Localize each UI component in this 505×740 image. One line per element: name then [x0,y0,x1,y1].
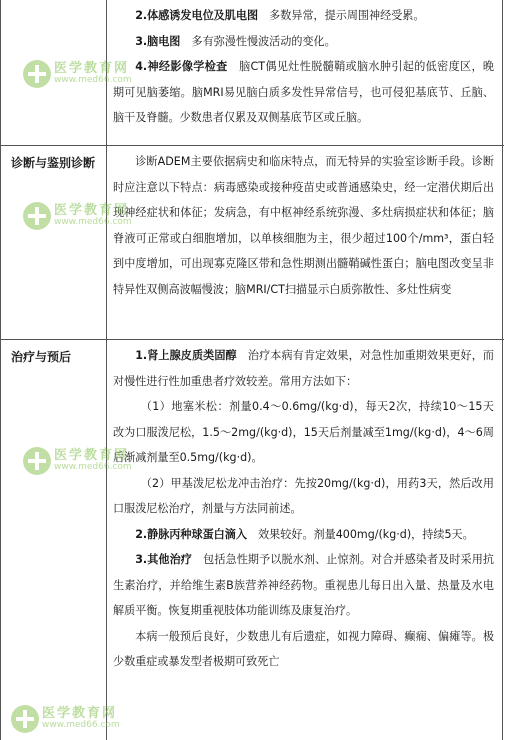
paragraph-text: 本病一般预后良好，少数患儿有后遗症，如视力障碍、癫痫、偏瘫等。极少数重症或暴发型者极期可致死亡 [113,629,494,668]
row-label: 诊断与鉴别诊断 [1,146,107,339]
paragraph-text: 诊断ADEM主要依据病史和临床特点，而无特异的实验室诊断手段。诊断时应注意以下特点：病毒感染或接种疫苗史或普通感染史，经一定潜伏期后出现神经症状和体征；发病急，有中枢神经系统弥漫、多灶病损症状和体征；脑脊液可正常或白细胞增加，以单核细胞为主，很少超过100个/mm³，蛋白轻到中度增加，可出现寡克隆区带和急性期测出髓鞘碱性蛋白；脑电图改变呈非特异性双侧高波幅慢波；脑MRI/CT扫描显示白质弥散性、多灶性病变 [113,155,494,296]
watermark-url: www.med66.com [42,720,120,731]
paragraph [113,547,494,624]
paragraph-heading: 2.静脉丙种球蛋白滴入 [135,527,247,541]
watermark-url: www.med66.com [54,217,132,228]
table-row-examinations [1,0,504,146]
paragraph-text: 包括急性期予以脱水剂、止惊剂。对合并感染者及时采用抗生素治疗，并给维生素B族营养神经药物。重视患儿每日出入量、热量及水电解质平衡。恢复期重视肢体功能训练及康复治疗。 [113,553,494,617]
paragraph [113,3,494,29]
paragraph [113,394,494,471]
paragraph-text: 效果较好。剂量400mg/(kg·d)，持续5天。 [246,527,474,541]
paragraph [113,343,494,394]
paragraph-heading: 1.肾上腺皮质类固醇 [135,349,237,362]
row-content [108,146,504,339]
paragraph-heading: 3.脑电图 [135,34,181,48]
paragraph-text: 脑CT偶见灶性脱髓鞘或脑水肿引起的低密度区，晚期可见脑萎缩。脑MRI易见脑白质多发性异常信号，也可侵犯基底节、丘脑、脑干及脊髓。少数患者仅累及双侧基底节区或丘脑。 [113,60,495,124]
watermark-name: 医学教育网 [54,448,130,464]
paragraph [113,29,494,55]
row-label [1,0,107,145]
watermark-url: www.med66.com [54,462,132,473]
watermark-name: 医学教育网 [42,706,118,722]
paragraph-text: （1）地塞米松：剂量0.4～0.6mg/(kg·d)，每天2次，持续10～15天改为口服泼尼松，1.5～2mg/(kg·d)，15天后剂量减至1mg/(kg·d)，4～6周后渐减剂量至0.5mg/(kg·d)。 [113,400,494,464]
paragraph-text: 多数异常，提示周围神经受累。 [258,9,425,22]
paragraph [113,54,494,131]
paragraph-heading: 4.神经影像学检查 [135,60,228,73]
paragraph-heading: 3.其他治疗 [135,553,192,566]
table-row-treatment [1,340,504,740]
row-label: 治疗与预后 [1,340,107,740]
paragraph [113,624,494,675]
row-content [108,0,504,145]
watermark-name: 医学教育网 [54,203,130,219]
paragraph [113,149,494,302]
paragraph-text: 治疗本病有肯定效果，对急性加重期效果更好，而对慢性进行性加重患者疗效较差。常用方法如下： [113,349,494,388]
paragraph-heading: 2.体感诱发电位及肌电图 [135,9,259,22]
paragraph-text: （2）甲基泼尼松龙冲击治疗：先按20mg/(kg·d)，用药3天，然后改用口服泼尼松治疗，剂量与方法同前述。 [113,476,494,515]
row-content [108,340,504,740]
watermark-name: 医学教育网 [54,61,130,77]
table-row-diagnosis [1,146,504,340]
paragraph [113,471,494,522]
watermark-url: www.med66.com [54,75,132,86]
paragraph-text: 多有弥漫性慢波活动的变化。 [180,34,336,48]
paragraph [113,522,494,548]
